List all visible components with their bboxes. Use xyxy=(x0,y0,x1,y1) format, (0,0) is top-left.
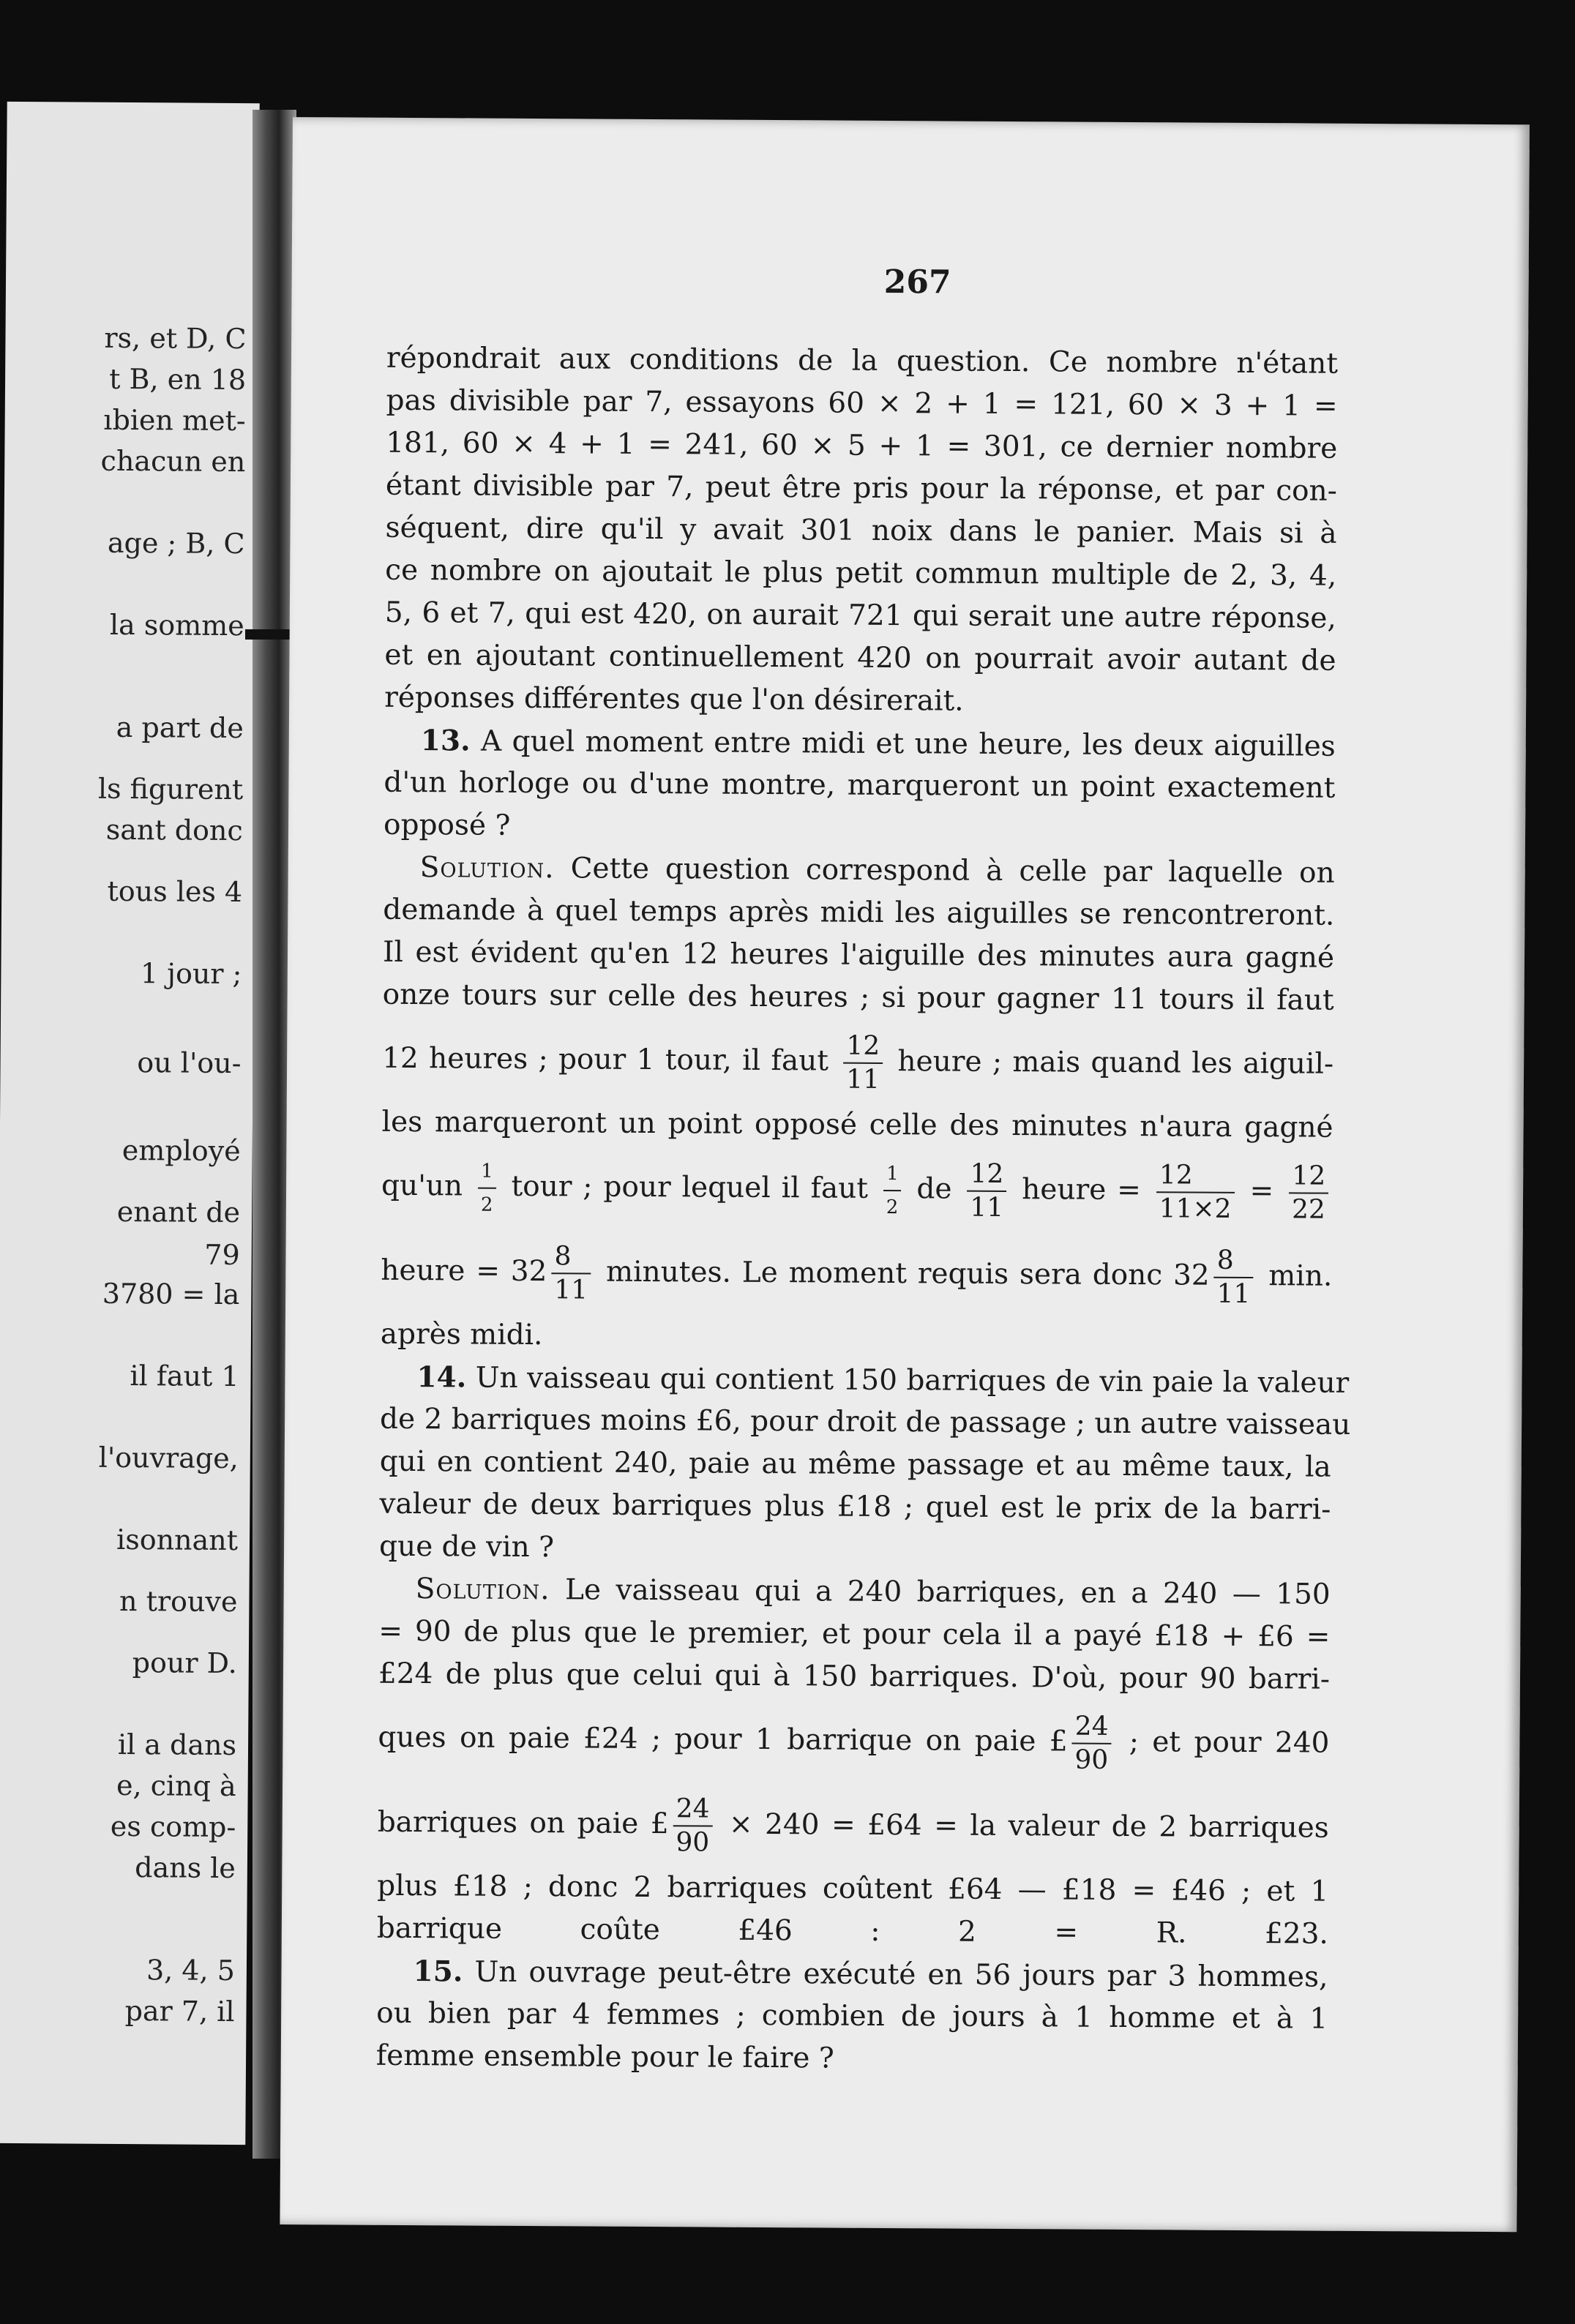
left-fragment: 3780 = la xyxy=(102,1277,240,1311)
solution-13 xyxy=(384,847,1335,895)
numerator: 1 xyxy=(478,1155,496,1189)
numerator: 12 xyxy=(967,1158,1006,1192)
left-fragment: chacun en xyxy=(100,444,246,479)
left-page xyxy=(0,102,260,2145)
question-14 xyxy=(380,1356,1350,1404)
denominator: 22 xyxy=(1291,1194,1326,1225)
left-fragment: ou l'ou- xyxy=(137,1046,242,1080)
left-fragment: sant donc xyxy=(105,813,243,847)
numerator: 24 xyxy=(673,1793,713,1826)
text-line: = 90 de plus que le premier, et pour cela il a payé £18 + £6 = xyxy=(378,1614,1331,1654)
denominator: 90 xyxy=(1074,1744,1109,1775)
left-fragment: a part de xyxy=(116,711,244,745)
denominator: 11 xyxy=(846,1064,880,1095)
question-number: 15. xyxy=(413,1954,463,1989)
text-line: plus £18 ; donc 2 barriques coûtent £64 — £18 = £46 ; et 1 xyxy=(377,1869,1329,1908)
left-fragment: ls figurent xyxy=(97,772,244,806)
left-fragment: e, cinq à xyxy=(116,1769,236,1803)
text-line: ou bien par 4 femmes ; combien de jours à 1 homme et à 1 xyxy=(376,1996,1328,2036)
fraction-24-90 xyxy=(1071,1711,1111,1777)
page-text xyxy=(375,337,1351,2083)
denominator: 11×2 xyxy=(1159,1193,1232,1224)
numerator: 12 xyxy=(1289,1160,1328,1193)
left-fragment: il a dans xyxy=(117,1728,237,1762)
question-text: Un vaisseau qui contient 150 barriques de vin paie la valeur xyxy=(475,1361,1350,1400)
fraction-24-90 xyxy=(673,1793,712,1859)
answer: R. £23. xyxy=(1156,1916,1328,1951)
ribbon-marker xyxy=(245,629,296,640)
text-line: femme ensemble pour le faire ? xyxy=(375,2039,834,2075)
text-segment: de xyxy=(916,1172,952,1206)
text-segment: = xyxy=(1249,1174,1274,1208)
left-fragment: par 7, il xyxy=(124,1995,235,2028)
left-fragment: rs, et D, C xyxy=(104,321,247,356)
page-number: 267 xyxy=(883,263,951,301)
numerator: 12 xyxy=(843,1030,883,1064)
denominator: 2 xyxy=(886,1196,899,1219)
left-fragment: l'ouvrage, xyxy=(98,1441,239,1475)
main-page xyxy=(280,117,1530,2232)
text-segment: ques on paie £24 ; pour 1 barrique on paie £ xyxy=(378,1720,1068,1758)
left-fragment: pour D. xyxy=(132,1646,238,1680)
fraction-12-11 xyxy=(967,1158,1006,1224)
left-fragment: employé xyxy=(121,1133,241,1168)
question-15 xyxy=(376,1950,1328,1998)
fraction-8-11 xyxy=(1213,1245,1253,1311)
left-fragment: n trouve xyxy=(119,1584,238,1619)
text-segment: heure ; mais quand les aiguil- xyxy=(897,1045,1334,1081)
text-line: ce nombre on ajoutait le plus petit commun multiple de 2, 3, 4, xyxy=(385,553,1337,593)
left-fragment: la somme xyxy=(109,608,244,642)
text-line-answer xyxy=(377,1908,1328,1956)
question-number: 14. xyxy=(416,1360,467,1395)
left-fragment: enant de xyxy=(116,1195,241,1229)
text-line: répondrait aux conditions de la question. Ce nombre n'étant xyxy=(386,341,1339,381)
fraction-12-11x2 xyxy=(1156,1159,1235,1226)
solution-text: Le vaisseau qui a 240 barriques, en a 240 — 150 xyxy=(564,1573,1331,1611)
numerator: 12 xyxy=(1156,1159,1235,1193)
text-segment: qu'un xyxy=(381,1169,463,1203)
question-text: Un ouvrage peut-être exécuté en 56 jours par 3 hommes, xyxy=(474,1955,1328,1994)
left-fragment: es comp- xyxy=(110,1810,236,1844)
text-line-fraction xyxy=(382,1016,1334,1107)
numerator: 24 xyxy=(1072,1711,1112,1744)
text-segment: min. xyxy=(1268,1259,1333,1293)
text-line: et en ajoutant continuellement 420 on pourrait avoir autant de xyxy=(384,638,1336,678)
text-line-fraction xyxy=(377,1780,1329,1871)
text-line: onze tours sur celle des heures ; si pour gagner 11 tours il faut xyxy=(382,978,1334,1017)
solution-label: Solution. xyxy=(415,1573,550,1607)
text-line: opposé ? xyxy=(383,808,511,842)
fraction-12-22 xyxy=(1289,1160,1328,1226)
text-segment: barrique coûte £46 : 2 = xyxy=(376,1911,1079,1949)
text-line: les marqueront un point opposé celle des minutes n'aura gagné xyxy=(381,1105,1333,1144)
text-line: étant divisible par 7, peut être pris pour la réponse, et par con- xyxy=(385,468,1338,508)
left-fragment: tous les 4 xyxy=(107,874,243,909)
text-line: de 2 barriques moins £6, pour droit de passage ; un autre vaisseau xyxy=(379,1402,1351,1442)
text-segment: heure = xyxy=(1022,1173,1141,1207)
text-line: que de vin ? xyxy=(378,1529,555,1564)
fraction-12-11 xyxy=(843,1030,883,1096)
denominator: 2 xyxy=(480,1193,493,1216)
left-fragment: dans le xyxy=(135,1851,236,1885)
left-fragment: il faut 1 xyxy=(130,1360,239,1393)
solution-14 xyxy=(379,1568,1331,1616)
question-text: A quel moment entre midi et une heure, les deux aiguilles xyxy=(480,724,1336,763)
text-line-fraction xyxy=(378,1695,1330,1786)
text-line: réponses différentes que l'on désirerait. xyxy=(384,681,964,718)
text-segment: ; et pour 240 xyxy=(1129,1725,1330,1760)
text-line: 181, 60 × 4 + 1 = 241, 60 × 5 + 1 = 301, ce dernier nombre xyxy=(386,426,1338,465)
text-segment: heure = 32 xyxy=(381,1253,547,1289)
text-line: qui en contient 240, paie au même passage et au même taux, la xyxy=(379,1444,1331,1484)
denominator: 11 xyxy=(1216,1278,1251,1310)
text-line: séquent, dire qu'il y avait 301 noix dans le panier. Mais si à xyxy=(385,511,1337,550)
text-line: pas divisible par 7, essayons 60 × 2 + 1 = 121, 60 × 3 + 1 = xyxy=(386,383,1338,423)
fraction-8-11 xyxy=(551,1240,591,1306)
question-13 xyxy=(384,719,1336,768)
text-segment: tour ; pour lequel il faut xyxy=(511,1169,869,1205)
text-line: valeur de deux barriques plus £18 ; quel est le prix de la barri- xyxy=(379,1487,1331,1526)
left-fragment: 79 xyxy=(204,1238,240,1272)
text-segment: × 240 = £64 = la valeur de 2 barriques xyxy=(728,1807,1329,1845)
text-line: demande à quel temps après midi les aiguilles se rencontreront. xyxy=(383,893,1335,932)
text-segment: barriques on paie £ xyxy=(377,1805,669,1841)
fraction-half xyxy=(478,1155,496,1221)
left-fragment: age ; B, C xyxy=(107,526,245,561)
denominator: 11 xyxy=(970,1192,1004,1223)
text-line: Il est évident qu'en 12 heures l'aiguille des minutes aura gagné xyxy=(382,935,1335,975)
left-fragment: isonnant xyxy=(116,1523,239,1557)
question-number: 13. xyxy=(420,724,471,758)
denominator: 11 xyxy=(554,1275,588,1305)
denominator: 90 xyxy=(676,1827,710,1858)
solution-text: Cette question correspond à celle par laquelle on xyxy=(570,852,1335,890)
numerator: 8 xyxy=(551,1240,591,1274)
text-line: £24 de plus que celui qui à 150 barriques. D'où, pour 90 barri- xyxy=(378,1657,1331,1696)
text-line-fraction xyxy=(381,1229,1333,1319)
left-fragment: 1 jour ; xyxy=(140,957,242,991)
numerator: 8 xyxy=(1214,1245,1254,1278)
text-line: d'un horloge ou d'une montre, marqueront un point exactement xyxy=(384,765,1336,805)
left-fragment: ıbien met- xyxy=(103,403,246,438)
left-fragment: t B, en 18 xyxy=(109,362,247,397)
text-line-fraction xyxy=(381,1144,1333,1234)
text-segment: 12 heures ; pour 1 tour, il faut xyxy=(382,1041,829,1078)
fraction-half xyxy=(883,1158,902,1223)
text-line: après midi. xyxy=(380,1317,543,1352)
text-line: 5, 6 et 7, qui est 420, on aurait 721 qui serait une autre réponse, xyxy=(384,596,1336,635)
numerator: 1 xyxy=(883,1158,902,1191)
left-fragment: 3, 4, 5 xyxy=(146,1954,236,1987)
solution-label: Solution. xyxy=(419,851,555,885)
text-segment: minutes. Le moment requis sera donc 32 xyxy=(605,1255,1210,1292)
